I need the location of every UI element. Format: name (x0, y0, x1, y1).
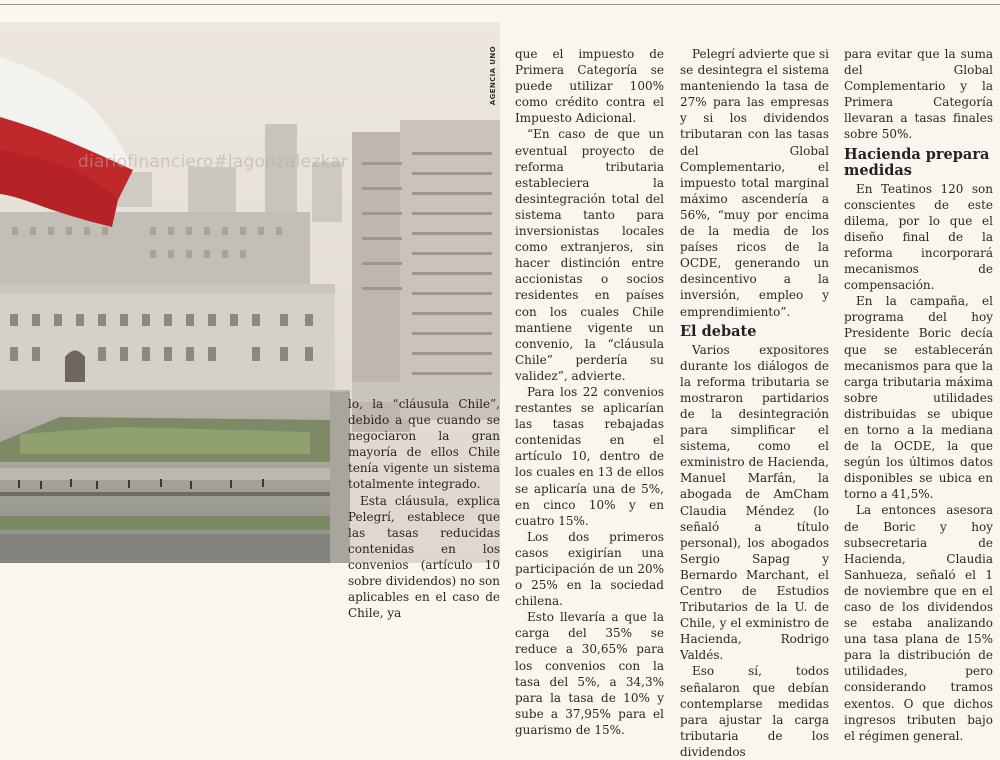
article-column-1 (348, 396, 500, 621)
paragraph: Eso sí, todos señalaron que debían contemplarse medidas para ajustar la carga tributaria de los dividendos (680, 664, 829, 759)
paragraph: En la campaña, el programa del hoy Presidente Boric decía que se establecerán mecanismos para que la carga tributaria máxima sobre utilidades distribuidas se ubique en torno a la mediana de la OCDE, la que según los últimos datos disponibles se ubica en torno a 41,5%. (844, 294, 993, 502)
article-column-2 (515, 46, 664, 738)
subheading-hacienda-prepara-medidas: Hacienda prepara medidas (844, 145, 990, 179)
photo-credit: AGENCIA UNO (489, 46, 497, 106)
paragraph: La entonces asesora de Boric y hoy subsecretaria de Hacienda, Claudia Sanhueza, señaló el 1 de noviembre que en el caso de los dividendos se estaba analizando una tasa plana de 15% para la distribución de utilidades, pero considerando tramos exentos. O que dichos ingresos tributen bajo el régimen general. (844, 503, 993, 743)
paragraph: “En caso de que un eventual proyecto de reforma tributaria estableciera la desintegración total del sistema tanto para inversionistas locales como extranjeros, sin hacer distinción entre accionistas o socios residentes en países con los cuales Chile mantiene vigente un convenio, la “cláusula Chile” perdería su validez”, advierte. (515, 127, 664, 383)
paragraph: En Teatinos 120 son conscientes de este dilema, por lo que el diseño final de la reforma incorporará mecanismos de compensación. (844, 181, 993, 293)
paragraph: Varios expositores durante los diálogos de la reforma tributaria se mostraron partidarios de la desintegración para simplificar el sistema, como el exministro de Hacienda, Manuel Marfán, la abogada de AmCham Claudia Méndez (lo señaló a título personal), los abogados Sergio Sapag y Bernardo Marchant, el Centro de Estudios Tributarios de la U. de Chile, y el exministro de Hacienda, Rodrigo Valdés. (680, 342, 829, 663)
paragraph: lo, la “cláusula Chile”, debido a que cuando se negociaron la gran mayoría de ellos Chile tenía vigente un sistema totalmente integrado. (348, 397, 500, 492)
paragraph: para evitar que la suma del Global Complementario y la Primera Categoría llevaran a tasas finales sobre 50%. (844, 47, 993, 142)
photo-watermark: diariofinanciero#lagonzalezkar (78, 152, 349, 172)
top-rule (0, 4, 1000, 5)
paragraph: Pelegrí advierte que si se desintegra el sistema manteniendo la tasa de 27% para las empresas y si los dividendos tributaran con las tasas del Global Complementario, el impuesto total marginal máximo ascendería a 56%, “muy por encima de la media de los países ricos de la OCDE, generando un desincentivo a la inversión, empleo y emprendimiento”. (680, 47, 829, 319)
article-column-4 (844, 46, 993, 744)
paragraph: Esta cláusula, explica Pelegrí, establece que las tasas reducidas contenidas en los convenios (artículo 10 sobre dividendos) no son aplicables en el caso de Chile, ya (348, 493, 500, 621)
paragraph: que el impuesto de Primera Categoría se puede utilizar 100% como crédito contra el Impuesto Adicional. (515, 47, 664, 126)
paragraph: Esto llevaría a que la carga del 35% se reduce a 30,65% para los convenios con la tasa del 5%, a 34,3% para la tasa de 10% y sube a 37,95% para el guarismo de 15%. (515, 610, 664, 737)
subheading-el-debate: El debate (680, 322, 757, 340)
paragraph: Los dos primeros casos exigirían una participación de un 20% o 25% en la sociedad chilena. (515, 529, 664, 609)
article-column-3 (680, 46, 829, 760)
paragraph: Para los 22 convenios restantes se aplicarían las tasas rebajadas contenidas en el artículo 10, dentro de los cuales en 13 de ellos se aplicaría una de 5%, en cinco 10% y en cuatro 15%. (515, 384, 664, 528)
